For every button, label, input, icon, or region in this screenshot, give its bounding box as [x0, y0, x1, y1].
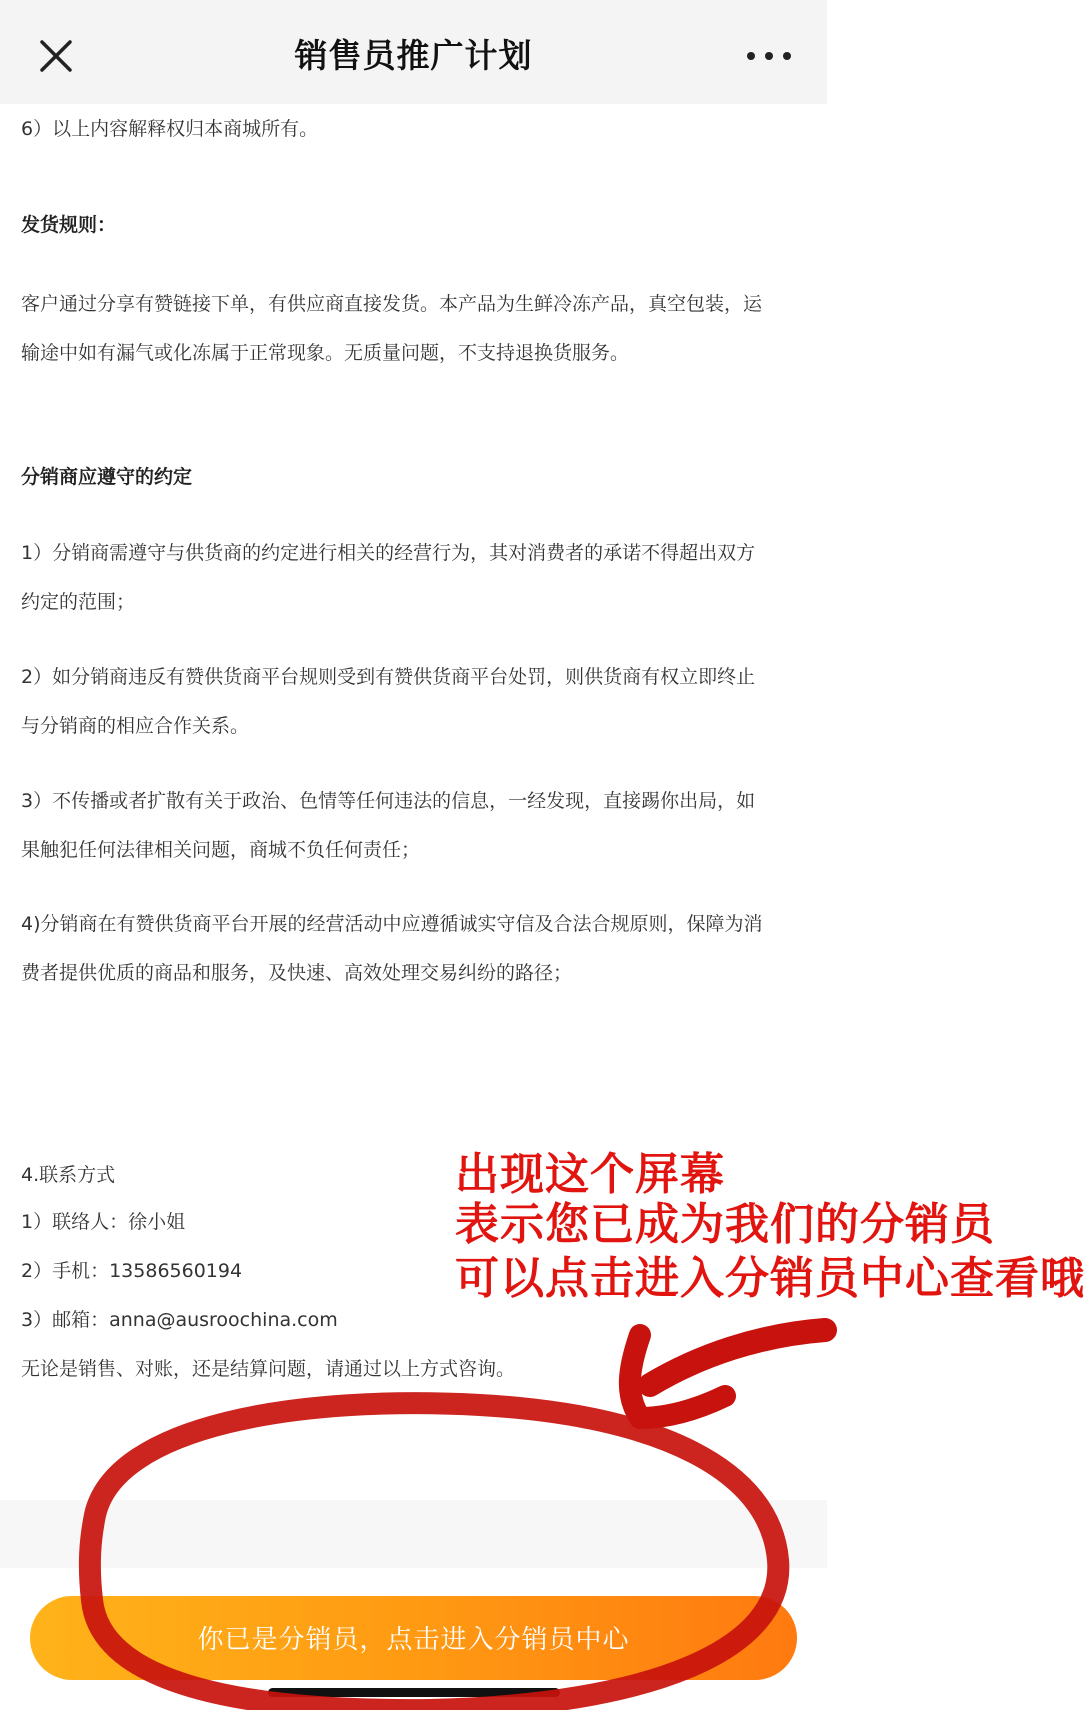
rule-2-line-1: 2）如分销商违反有赞供货商平台规则受到有赞供货商平台处罚，则供货商有权立即终止 — [21, 666, 756, 688]
rule-4-line-1: 4)分销商在有赞供货商平台开展的经营活动中应遵循诚实守信及合法合规原则，保障为消 — [21, 913, 763, 935]
more-options-button[interactable] — [741, 36, 797, 76]
contact-person: 1）联络人：徐小姐 — [21, 1211, 186, 1233]
annotation-line-3: 可以点击进入分销员中心查看哦 — [455, 1253, 1085, 1304]
rules-heading: 分销商应遵守的约定 — [21, 466, 193, 488]
content-bottom-band — [0, 1500, 827, 1568]
rule-3-line-2: 果触犯任何法律相关问题，商城不负任何责任； — [21, 839, 421, 861]
annotation-line-1: 出现这个屏幕 — [455, 1149, 725, 1200]
shipping-text-1: 客户通过分享有赞链接下单，有供应商直接发货。本产品为生鲜冷冻产品，真空包装，运 — [21, 293, 763, 315]
page-title: 销售员推广计划 — [294, 36, 533, 75]
terms-line-6: 6）以上内容解释权归本商城所有。 — [21, 118, 319, 140]
rule-3-line-1: 3）不传播或者扩散有关于政治、色情等任何违法的信息，一经发现，直接踢你出局，如 — [21, 790, 756, 812]
contact-heading: 4.联系方式 — [21, 1164, 116, 1186]
contact-phone: 2）手机：13586560194 — [21, 1260, 243, 1282]
rule-2-line-2: 与分销商的相应合作关系。 — [21, 715, 250, 737]
nav-header — [0, 0, 827, 104]
shipping-text-2: 输途中如有漏气或化冻属于正常现象。无质量问题，不支持退换货服务。 — [21, 342, 630, 364]
rule-4-line-2: 费者提供优质的商品和服务，及快速、高效处理交易纠纷的路径； — [21, 962, 573, 984]
rule-1-line-2: 约定的范围； — [21, 591, 136, 613]
contact-email: 3）邮箱：anna@ausroochina.com — [21, 1309, 338, 1331]
shipping-heading: 发货规则： — [21, 214, 117, 236]
more-dots-icon — [741, 36, 797, 76]
home-indicator — [268, 1688, 560, 1697]
enter-distributor-center-button[interactable]: 你已是分销员，点击进入分销员中心 — [30, 1596, 797, 1680]
rule-1-line-1: 1）分销商需遵守与供货商的约定进行相关的经营行为，其对消费者的承诺不得超出双方 — [21, 542, 756, 564]
contact-note: 无论是销售、对账，还是结算问题，请通过以上方式咨询。 — [21, 1358, 516, 1380]
annotation-line-2: 表示您已成为我们的分销员 — [455, 1199, 995, 1250]
